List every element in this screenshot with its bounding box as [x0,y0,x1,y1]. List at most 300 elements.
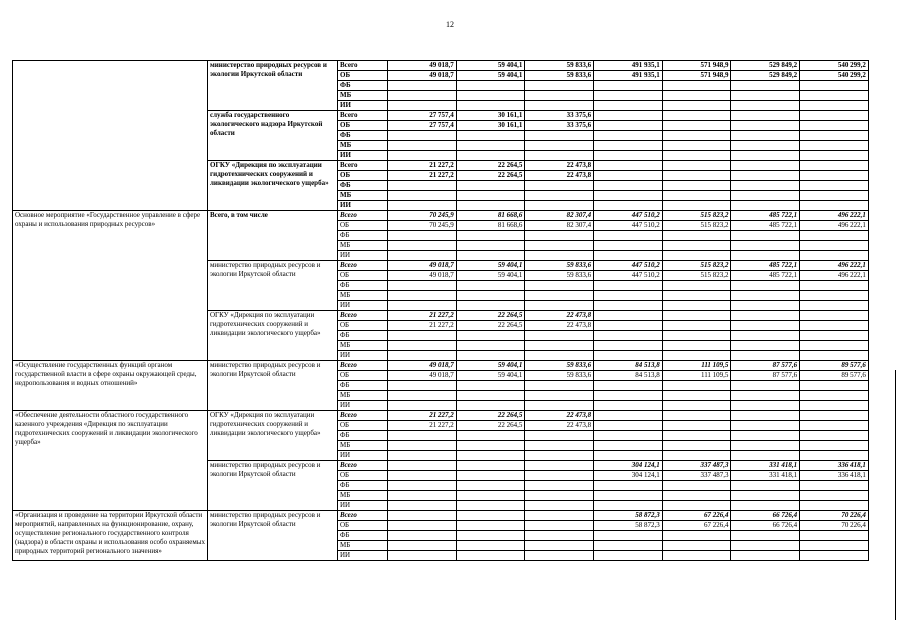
amount-cell [525,241,594,251]
amount-cell [731,411,800,421]
amount-cell [594,181,663,191]
amount-cell: 49 018,7 [388,371,457,381]
amount-cell [594,151,663,161]
amount-cell [525,451,594,461]
amount-cell [731,161,800,171]
amount-cell [800,161,869,171]
amount-cell [594,431,663,441]
amount-cell: 58 872,3 [594,521,663,531]
amount-cell [525,521,594,531]
amount-cell: 67 226,4 [662,511,731,521]
funding-source: ОБ [338,321,388,331]
amount-cell [388,201,457,211]
amount-cell [525,181,594,191]
amount-cell: 515 823,2 [662,261,731,271]
amount-cell [731,391,800,401]
amount-cell: 540 299,2 [800,61,869,71]
amount-cell [662,121,731,131]
amount-cell [662,501,731,511]
responsible-organization: Всего, в том числе [208,211,338,261]
amount-cell [662,391,731,401]
amount-cell: 82 307,4 [525,211,594,221]
amount-cell [456,401,525,411]
amount-cell [525,541,594,551]
funding-source: ФБ [338,281,388,291]
amount-cell [456,501,525,511]
amount-cell [662,531,731,541]
funding-source: ФБ [338,131,388,141]
amount-cell [800,91,869,101]
amount-cell: 49 018,7 [388,61,457,71]
amount-cell: 22 264,5 [456,311,525,321]
amount-cell [456,471,525,481]
amount-cell: 59 833,6 [525,371,594,381]
amount-cell [800,321,869,331]
amount-cell [525,191,594,201]
amount-cell [800,151,869,161]
funding-source: ИИ [338,351,388,361]
amount-cell: 571 948,9 [662,61,731,71]
amount-cell: 447 510,2 [594,221,663,231]
amount-cell [662,321,731,331]
amount-cell [731,481,800,491]
amount-cell [731,431,800,441]
amount-cell: 22 473,8 [525,421,594,431]
amount-cell [662,411,731,421]
amount-cell [388,191,457,201]
amount-cell [800,331,869,341]
amount-cell [594,141,663,151]
amount-cell [388,531,457,541]
amount-cell [525,461,594,471]
amount-cell [662,201,731,211]
amount-cell [800,201,869,211]
amount-cell [800,121,869,131]
amount-cell [525,391,594,401]
amount-cell: 336 418,1 [800,471,869,481]
amount-cell [800,431,869,441]
funding-source: ИИ [338,101,388,111]
amount-cell [456,81,525,91]
amount-cell [731,191,800,201]
amount-cell: 89 577,6 [800,371,869,381]
amount-cell [456,151,525,161]
funding-source: ФБ [338,481,388,491]
amount-cell [456,91,525,101]
funding-source: ИИ [338,301,388,311]
funding-source: МБ [338,391,388,401]
amount-cell [731,551,800,561]
amount-cell [800,351,869,361]
amount-cell: 496 222,1 [800,271,869,281]
amount-cell [662,111,731,121]
amount-cell [456,281,525,291]
amount-cell [456,231,525,241]
amount-cell [662,81,731,91]
amount-cell [456,101,525,111]
funding-source: ИИ [338,451,388,461]
amount-cell [594,451,663,461]
amount-cell [594,421,663,431]
amount-cell: 87 577,6 [731,371,800,381]
amount-cell: 49 018,7 [388,361,457,371]
amount-cell [388,491,457,501]
amount-cell [662,421,731,431]
amount-cell [525,151,594,161]
amount-cell [731,181,800,191]
amount-cell: 81 668,6 [456,211,525,221]
amount-cell [456,391,525,401]
amount-cell [594,111,663,121]
amount-cell [800,501,869,511]
amount-cell: 22 264,5 [456,421,525,431]
funding-source: МБ [338,141,388,151]
amount-cell [731,241,800,251]
amount-cell [800,141,869,151]
table-row [13,361,869,371]
amount-cell [662,91,731,101]
amount-cell [456,511,525,521]
amount-cell [594,491,663,501]
amount-cell [388,281,457,291]
amount-cell [594,321,663,331]
amount-cell [800,411,869,421]
amount-cell [594,401,663,411]
amount-cell: 67 226,4 [662,521,731,531]
amount-cell [525,491,594,501]
amount-cell [731,421,800,431]
amount-cell [456,351,525,361]
amount-cell [525,341,594,351]
funding-source: ОБ [338,271,388,281]
amount-cell [525,381,594,391]
amount-cell [731,251,800,261]
amount-cell [525,131,594,141]
amount-cell: 59 833,6 [525,71,594,81]
amount-cell [456,491,525,501]
amount-cell [662,541,731,551]
funding-source: ОБ [338,471,388,481]
amount-cell [800,421,869,431]
amount-cell [594,351,663,361]
amount-cell [800,291,869,301]
amount-cell [800,191,869,201]
amount-cell: 304 124,1 [594,471,663,481]
amount-cell [456,301,525,311]
amount-cell: 331 418,1 [731,461,800,471]
amount-cell [594,121,663,131]
amount-cell: 111 109,5 [662,361,731,371]
amount-cell: 70 226,4 [800,521,869,531]
responsible-organization: ОГКУ «Дирекция по эксплуатации гидротехнических сооружений и ликвидации экологического ущерба» [208,411,338,461]
funding-source: ФБ [338,231,388,241]
amount-cell [388,381,457,391]
amount-cell: 27 757,4 [388,111,457,121]
funding-source: Всего [338,411,388,421]
funding-source: МБ [338,91,388,101]
amount-cell [594,161,663,171]
amount-cell [525,251,594,261]
amount-cell [731,171,800,181]
amount-cell [594,171,663,181]
amount-cell [731,131,800,141]
funding-source: Всего [338,161,388,171]
amount-cell [662,441,731,451]
amount-cell [456,431,525,441]
amount-cell: 70 226,4 [800,511,869,521]
amount-cell: 304 124,1 [594,461,663,471]
amount-cell [388,241,457,251]
amount-cell [594,91,663,101]
amount-cell: 49 018,7 [388,261,457,271]
amount-cell [731,201,800,211]
amount-cell [731,311,800,321]
amount-cell [456,551,525,561]
amount-cell [525,91,594,101]
funding-source: Всего [338,61,388,71]
amount-cell [594,201,663,211]
funding-source: ФБ [338,531,388,541]
amount-cell: 49 018,7 [388,271,457,281]
amount-cell: 81 668,6 [456,221,525,231]
activity-description [13,61,208,211]
funding-source: ФБ [338,81,388,91]
amount-cell [525,501,594,511]
funding-source: ФБ [338,381,388,391]
responsible-organization: министерство природных ресурсов и экологии Иркутской области [208,461,338,511]
amount-cell [525,231,594,241]
amount-cell: 447 510,2 [594,271,663,281]
funding-source: МБ [338,291,388,301]
amount-cell: 22 473,8 [525,321,594,331]
amount-cell [662,351,731,361]
amount-cell [388,301,457,311]
amount-cell [731,111,800,121]
amount-cell [388,401,457,411]
amount-cell [662,301,731,311]
amount-cell [800,381,869,391]
funding-source: ФБ [338,181,388,191]
funding-source: Всего [338,211,388,221]
funding-source: ОБ [338,521,388,531]
responsible-organization: министерство природных ресурсов и экологии Иркутской области [208,261,338,311]
amount-cell [731,321,800,331]
amount-cell: 540 299,2 [800,71,869,81]
amount-cell [525,551,594,561]
amount-cell [662,281,731,291]
amount-cell [388,441,457,451]
amount-cell [456,381,525,391]
amount-cell: 485 722,1 [731,261,800,271]
amount-cell [800,491,869,501]
amount-cell: 491 935,1 [594,61,663,71]
amount-cell [800,401,869,411]
funding-source: ОБ [338,421,388,431]
table-row [13,211,869,221]
amount-cell [388,551,457,561]
amount-cell [731,341,800,351]
amount-cell [731,451,800,461]
amount-cell [388,501,457,511]
amount-cell: 22 473,8 [525,161,594,171]
amount-cell: 22 473,8 [525,171,594,181]
amount-cell: 59 404,1 [456,271,525,281]
amount-cell: 485 722,1 [731,271,800,281]
amount-cell [800,311,869,321]
amount-cell [456,131,525,141]
amount-cell: 82 307,4 [525,221,594,231]
amount-cell [525,481,594,491]
table-row [13,411,869,421]
amount-cell: 22 264,5 [456,171,525,181]
amount-cell [456,191,525,201]
amount-cell: 30 161,1 [456,121,525,131]
amount-cell [800,341,869,351]
amount-cell: 89 577,6 [800,361,869,371]
funding-source: МБ [338,491,388,501]
amount-cell [388,431,457,441]
amount-cell [388,521,457,531]
amount-cell: 529 849,2 [731,61,800,71]
amount-cell: 21 227,2 [388,421,457,431]
amount-cell [594,391,663,401]
amount-cell [388,81,457,91]
amount-cell [800,541,869,551]
amount-cell: 59 833,6 [525,261,594,271]
amount-cell [388,481,457,491]
amount-cell [525,471,594,481]
amount-cell: 30 161,1 [456,111,525,121]
amount-cell [456,201,525,211]
amount-cell [388,181,457,191]
amount-cell: 66 726,4 [731,511,800,521]
funding-source: ИИ [338,401,388,411]
funding-source: Всего [338,361,388,371]
amount-cell [731,141,800,151]
responsible-organization: министерство природных ресурсов и экологии Иркутской области [208,511,338,561]
amount-cell [800,531,869,541]
amount-cell [388,461,457,471]
activity-description: «Организация и проведение на территории Иркутской области мероприятий, направленных на функционирование, охрану, осуществление регионального государственного контроля (надзора) в области охраны и использования особо охраняемых природных территорий регионального значения» [13,511,208,561]
amount-cell: 22 473,8 [525,411,594,421]
amount-cell: 58 872,3 [594,511,663,521]
amount-cell [594,231,663,241]
amount-cell [594,101,663,111]
amount-cell [525,511,594,521]
amount-cell [731,541,800,551]
amount-cell [456,331,525,341]
amount-cell [594,251,663,261]
amount-cell [594,481,663,491]
activity-description: «Осуществление государственных функций органом государственной власти в сфере охраны окружающей среды, недропользования и водных отношений» [13,361,208,411]
amount-cell: 59 833,6 [525,361,594,371]
amount-cell [662,291,731,301]
amount-cell [525,201,594,211]
amount-cell: 22 264,5 [456,161,525,171]
funding-source: ИИ [338,151,388,161]
amount-cell: 336 418,1 [800,461,869,471]
funding-source: Всего [338,311,388,321]
amount-cell [662,341,731,351]
amount-cell [800,231,869,241]
amount-cell: 49 018,7 [388,71,457,81]
amount-cell [594,551,663,561]
amount-cell: 27 757,4 [388,121,457,131]
amount-cell: 22 473,8 [525,311,594,321]
amount-cell [731,401,800,411]
amount-cell [525,401,594,411]
amount-cell [525,431,594,441]
amount-cell: 447 510,2 [594,261,663,271]
amount-cell [800,251,869,261]
funding-source: МБ [338,341,388,351]
amount-cell: 491 935,1 [594,71,663,81]
amount-cell: 485 722,1 [731,211,800,221]
amount-cell [388,391,457,401]
amount-cell: 337 487,3 [662,461,731,471]
amount-cell [388,451,457,461]
funding-source: ОБ [338,371,388,381]
amount-cell: 21 227,2 [388,411,457,421]
amount-cell [388,131,457,141]
responsible-organization: ОГКУ «Дирекция по эксплуатации гидротехнических сооружений и ликвидации экологического ущерба» [208,161,338,211]
amount-cell: 496 222,1 [800,221,869,231]
amount-cell [594,131,663,141]
funding-source: Всего [338,261,388,271]
amount-cell [662,101,731,111]
amount-cell [456,141,525,151]
amount-cell [731,151,800,161]
amount-cell [662,181,731,191]
funding-source: МБ [338,241,388,251]
amount-cell [731,91,800,101]
amount-cell [525,81,594,91]
amount-cell [800,391,869,401]
amount-cell [731,301,800,311]
budget-table [12,60,869,561]
funding-source: Всего [338,511,388,521]
amount-cell [456,441,525,451]
amount-cell [525,101,594,111]
amount-cell [662,381,731,391]
amount-cell [388,251,457,261]
amount-cell [662,331,731,341]
amount-cell [731,351,800,361]
amount-cell [662,481,731,491]
amount-cell [731,231,800,241]
amount-cell: 331 418,1 [731,471,800,481]
amount-cell [456,541,525,551]
page-number: 12 [446,20,454,29]
amount-cell [800,171,869,181]
amount-cell [594,301,663,311]
amount-cell [731,381,800,391]
amount-cell [525,291,594,301]
amount-cell [388,101,457,111]
amount-cell [594,311,663,321]
amount-cell [731,281,800,291]
amount-cell: 87 577,6 [731,361,800,371]
amount-cell [800,81,869,91]
funding-source: ИИ [338,201,388,211]
amount-cell [731,501,800,511]
amount-cell [662,551,731,561]
amount-cell: 21 227,2 [388,311,457,321]
amount-cell [456,241,525,251]
funding-source: МБ [338,191,388,201]
amount-cell [456,461,525,471]
amount-cell: 111 109,5 [662,371,731,381]
